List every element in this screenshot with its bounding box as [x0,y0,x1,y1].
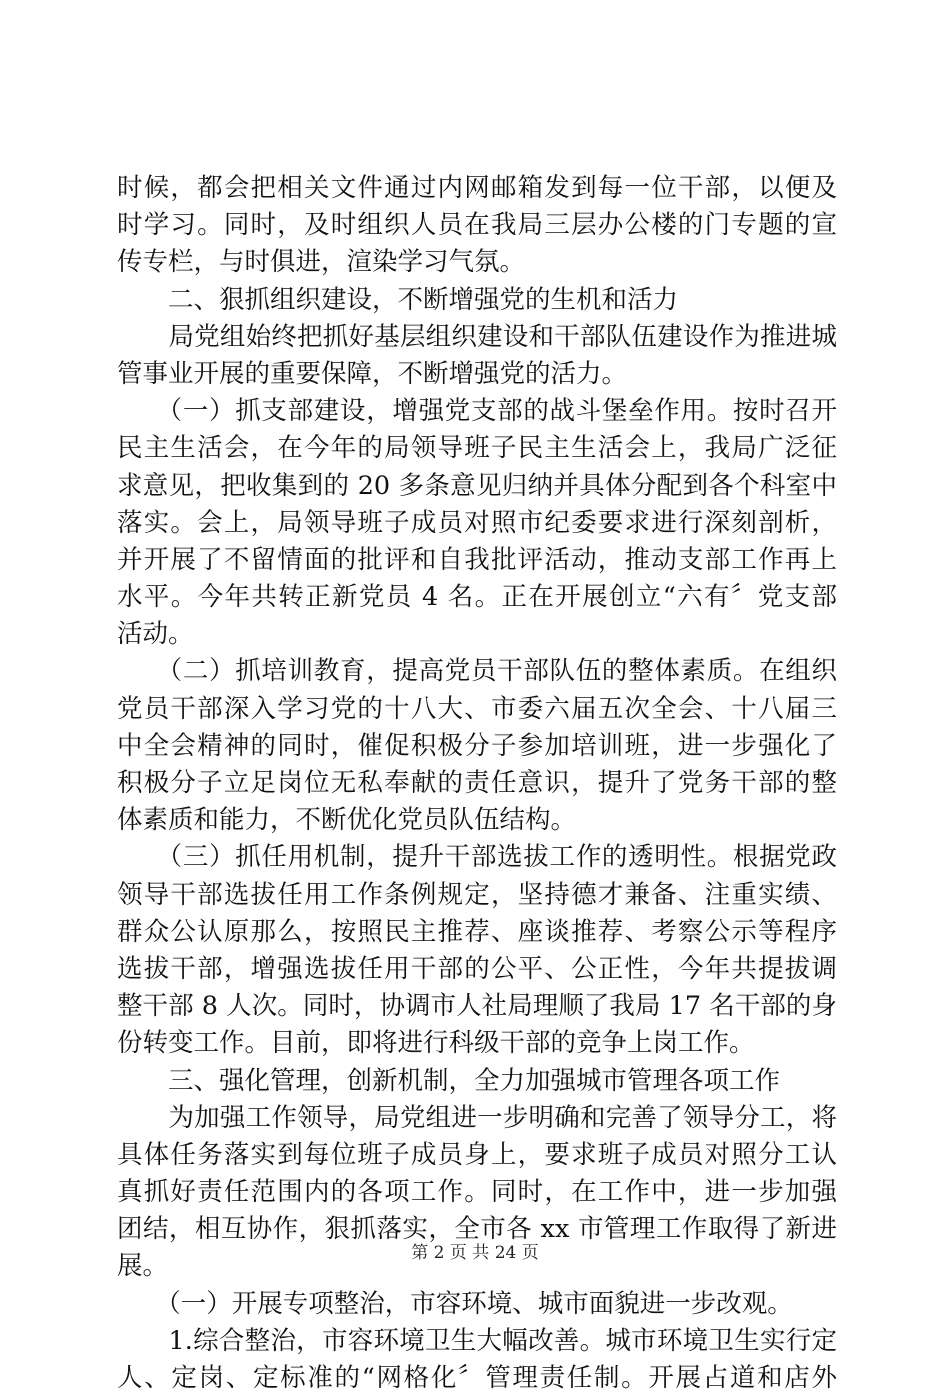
text-line: 真抓好责任范围内的各项工作。同时，在工作中，进一步加强 [117,1177,837,1208]
text-line: 体素质和能力，不断优化党员队伍结构。 [117,805,577,836]
text-line: （三）抓任用机制，提升干部选拔工作的透明性。根据党政 [117,842,837,873]
text-line: 管事业开展的重要保障，不断增强党的活力。 [117,358,628,389]
document-body [117,170,837,1397]
text-line: 落实。会上，局领导班子成员对照市纪委要求进行深刻剖析， [117,507,837,538]
text-line: 时学习。同时，及时组织人员在我局三层办公楼的门专题的宣 [117,210,837,241]
text-line: 并开展了不留情面的批评和自我批评活动，推动支部工作再上 [117,544,837,575]
text-line: 民主生活会，在今年的局领导班子民主生活会上，我局广泛征 [117,433,837,464]
text-line: 水平。今年共转正新党员 4 名。正在开展创立“六有〞党支部 [117,582,837,613]
text-line: 份转变工作。目前，即将进行科级干部的竞争上岗工作。 [117,1028,755,1059]
text-line: 领导干部选拔任用工作条例规定，坚持德才兼备、注重实绩、 [117,879,837,910]
text-line: 1.综合整治，市容环境卫生大幅改善。城市环境卫生实行定 [117,1325,837,1356]
text-line: 中全会精神的同时，催促积极分子参加培训班，进一步强化了 [117,730,837,761]
text-line: 活动。 [117,619,194,650]
text-line: 整干部 8 人次。同时，协调市人社局理顺了我局 17 名干部的身 [117,991,837,1022]
text-line: 群众公认原那么，按照民主推荐、座谈推荐、考察公示等程序 [117,916,837,947]
text-line: 求意见，把收集到的 20 多条意见归纳并具体分配到各个科室中 [117,470,837,501]
text-line: （二）抓培训教育，提高党员干部队伍的整体素质。在组织 [117,656,837,687]
text-line: 传专栏，与时俱进，渲染学习气氛。 [117,247,526,278]
text-line: 党员干部深入学习党的十八大、市委六届五次全会、十八届三 [117,693,837,724]
text-line: 积极分子立足岗位无私奉献的责任意识，提升了党务干部的整 [117,768,837,798]
text-line: （一）抓支部建设，增强党支部的战斗堡垒作用。按时召开 [117,396,837,427]
text-line: 具体任务落实到每位班子成员身上，要求班子成员对照分工认 [117,1139,837,1170]
section-heading: 三、强化管理，创新机制，全力加强城市管理各项工作 [117,1065,781,1096]
section-heading: 二、狠抓组织建设，不断增强党的生机和活力 [117,284,679,315]
text-line: 为加强工作领导，局党组进一步明确和完善了领导分工，将 [117,1102,837,1133]
text-line: 局党组始终把抓好基层组织建设和干部队伍建设作为推进城 [117,321,837,352]
text-line: 选拔干部，增强选拔任用干部的公平、公正性，今年共提拔调 [117,953,837,984]
text-line: 人、定岗、定标准的“网格化〞管理责任制。开展占道和店外 [117,1363,837,1393]
text-line: 团结，相互协作，狠抓落实，全市各 xx 市管理工作取得了新进 [117,1214,837,1245]
text-line: 展。 [117,1251,169,1282]
text-line: 时候，都会把相关文件通过内网邮箱发到每一位干部，以便及 [117,173,837,203]
page-number-footer: 第 2 页 共 24 页 [411,1243,539,1263]
subsection-heading: （一）开展专项整治，市容环境、城市面貌进一步改观。 [117,1288,793,1319]
